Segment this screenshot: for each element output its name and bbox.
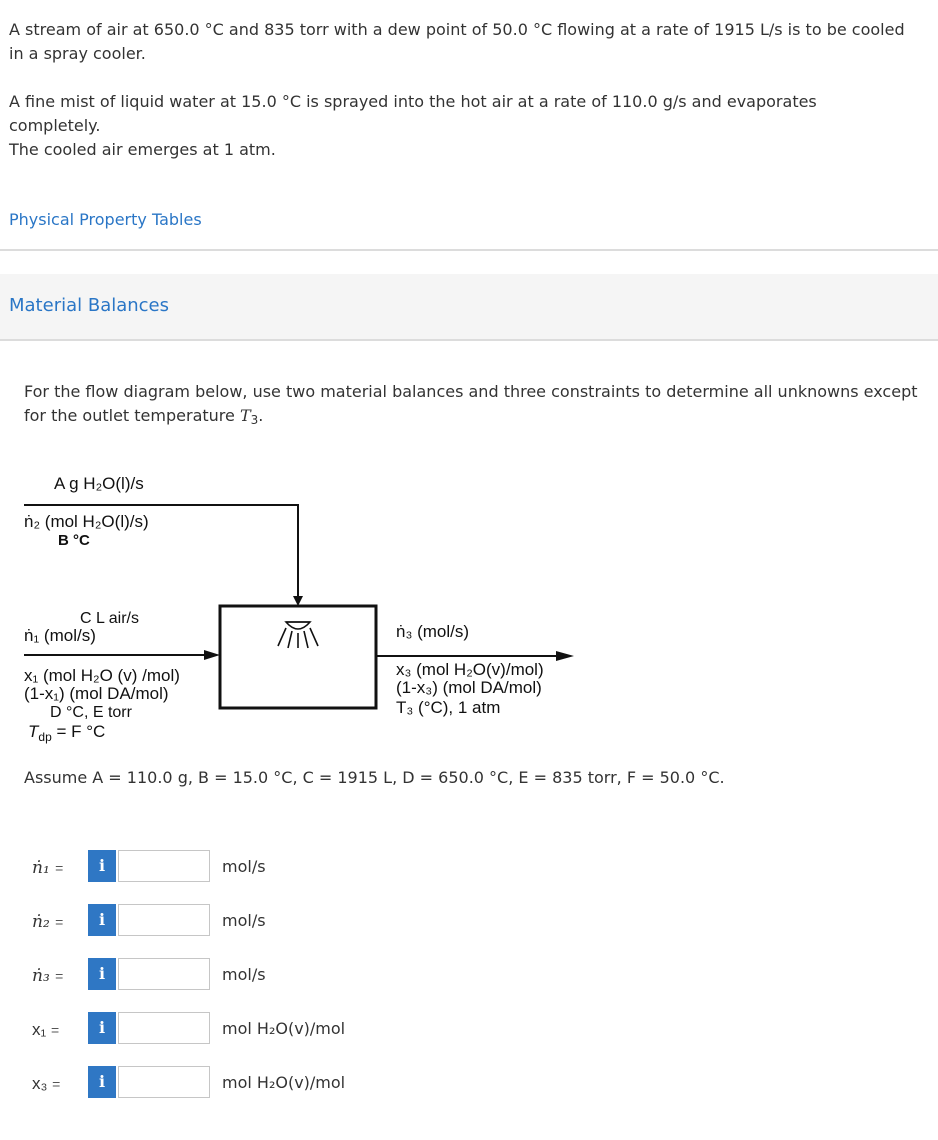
water-temperature-label: B °C bbox=[58, 532, 90, 549]
water-molar-flow-label: ṅ₂ (mol H₂O(l)/s) bbox=[24, 512, 149, 531]
n3-input[interactable] bbox=[118, 958, 210, 990]
flow-diagram bbox=[0, 460, 938, 760]
outlet-molar-flow-label: ṅ₃ (mol/s) bbox=[396, 622, 470, 641]
outlet-water-fraction-label: x₃ (mol H₂O(v)/mol) bbox=[396, 660, 544, 679]
inlet-conditions-label: D °C, E torr bbox=[50, 704, 132, 721]
section-title-material-balances[interactable]: Material Balances bbox=[9, 295, 170, 316]
x3-unit: mol H₂O(v)/mol bbox=[222, 1073, 346, 1092]
n3-label: ṅ₃ = bbox=[32, 966, 64, 986]
outlet-air-arrowhead bbox=[556, 651, 574, 661]
inlet-dry-air-fraction-label: (1-x₁) (mol DA/mol) bbox=[24, 684, 169, 703]
air-volumetric-flow-label: C L air/s bbox=[80, 610, 139, 627]
answer-form bbox=[0, 848, 938, 1118]
x3-label: x₃ = bbox=[32, 1074, 61, 1093]
n2-input[interactable] bbox=[118, 904, 210, 936]
info-button[interactable]: i bbox=[88, 1066, 116, 1098]
info-button[interactable]: i bbox=[88, 850, 116, 882]
air-molar-flow-label: ṅ₁ (mol/s) bbox=[24, 626, 96, 645]
dew-point-label: $T_{dp} = F$ °C bbox=[28, 722, 106, 744]
inlet-water-fraction-label: x₁ (mol H₂O (v) /mol) bbox=[24, 666, 180, 685]
divider bbox=[0, 339, 938, 341]
problem-statement-3: The cooled air emerges at 1 atm. bbox=[9, 140, 276, 159]
x1-label: x₁ = bbox=[32, 1020, 60, 1039]
n2-unit: mol/s bbox=[222, 911, 266, 930]
n1-label: ṅ₁ = bbox=[32, 858, 64, 878]
water-mass-flow-label: A g H₂O(l)/s bbox=[54, 474, 144, 493]
info-button[interactable]: i bbox=[88, 1012, 116, 1044]
x1-unit: mol H₂O(v)/mol bbox=[222, 1019, 346, 1038]
n2-label: ṅ₂ = bbox=[32, 912, 64, 932]
outlet-temperature-var: T bbox=[239, 406, 251, 425]
n3-unit: mol/s bbox=[222, 965, 266, 984]
problem-statement-2: A fine mist of liquid water at 15.0 °C is sprayed into the hot air at a rate of 110.0 g/s and evaporates completely. bbox=[9, 92, 817, 135]
info-button[interactable]: i bbox=[88, 958, 116, 990]
physical-property-tables-link[interactable]: Physical Property Tables bbox=[9, 210, 202, 229]
assumptions: Assume A = 110.0 g, B = 15.0 °C, C = 1915 L, D = 650.0 °C, E = 835 torr, F = 50.0 °C. bbox=[24, 768, 725, 787]
divider bbox=[0, 249, 938, 251]
spray-nozzle-icon bbox=[278, 622, 318, 648]
n1-unit: mol/s bbox=[222, 857, 266, 876]
problem-statement-1: A stream of air at 650.0 °C and 835 torr with a dew point of 50.0 °C flowing at a rate of 1915 L/s is to be cooled in a spray cooler. bbox=[9, 20, 905, 63]
outlet-conditions-label: T₃ (°C), 1 atm bbox=[396, 698, 501, 717]
inlet-air-arrowhead bbox=[204, 650, 220, 660]
n1-input[interactable] bbox=[118, 850, 210, 882]
info-button[interactable]: i bbox=[88, 904, 116, 936]
x3-input[interactable] bbox=[118, 1066, 210, 1098]
x1-input[interactable] bbox=[118, 1012, 210, 1044]
outlet-dry-air-fraction-label: (1-x₃) (mol DA/mol) bbox=[396, 678, 542, 697]
instructions: For the flow diagram below, use two material balances and three constraints to determine all unknowns except for the outlet temperature $T_3$. bbox=[24, 382, 918, 427]
